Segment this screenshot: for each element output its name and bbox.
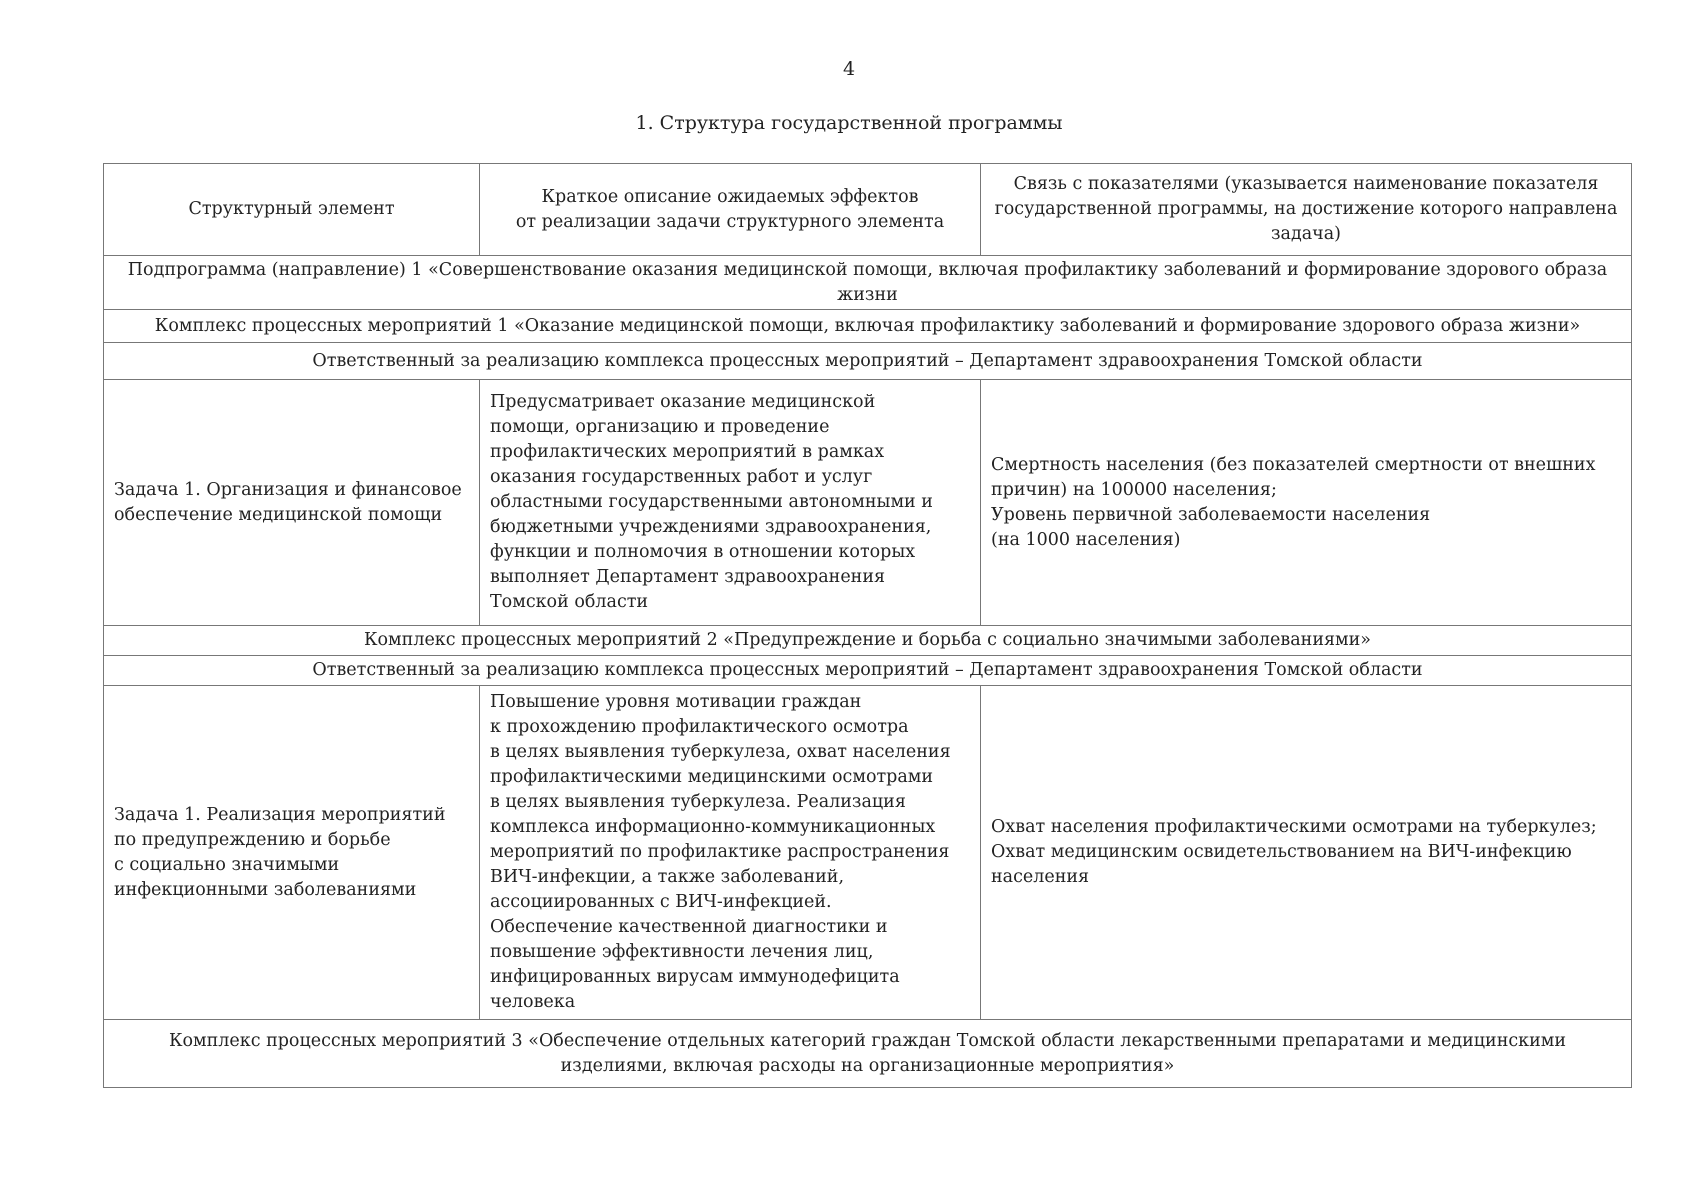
task2-description-line: повышение эффективности лечения лиц,	[490, 942, 874, 962]
program-structure-table	[103, 163, 1632, 1088]
subprogram-cell	[104, 256, 1632, 310]
complex3-line: изделиями, включая расходы на организационные мероприятия»	[560, 1055, 1175, 1076]
subprogram-line: Подпрограмма (направление) 1 «Совершенствование оказания медицинской помощи, включая профилактику заболеваний и формирование здорового образа	[127, 259, 1608, 280]
responsible-row-1	[104, 343, 1632, 380]
task1-indicator-line: Уровень первичной заболеваемости населения	[991, 504, 1431, 525]
header-line: Связь с показателями (указывается наименование показателя	[1013, 174, 1599, 194]
complex-cell-1: Комплекс процессных мероприятий 1 «Оказание медицинской помощи, включая профилактику заболеваний и формирование здорового образа жизни»	[104, 310, 1632, 343]
task1-description-line: Томской области	[490, 592, 649, 612]
task2-element-cell	[104, 686, 480, 1020]
task2-description-line: Повышение уровня мотивации граждан	[490, 692, 862, 712]
page-number: 4	[842, 58, 856, 80]
complex-cell-3	[104, 1020, 1632, 1088]
task2-description-line: в целях выявления туберкулеза, охват населения	[490, 742, 951, 762]
task1-description-line: выполняет Департамент здравоохранения	[490, 567, 886, 587]
task2-description-line: ассоциированных с ВИЧ-инфекцией.	[490, 892, 832, 912]
task1-indicator-line: Смертность населения (без показателей смертности от внешних	[991, 454, 1596, 475]
task1-element-cell	[104, 380, 480, 626]
complex-row-3	[104, 1020, 1632, 1088]
task2-element-line: с социально значимыми	[114, 854, 340, 875]
complex3-line: Комплекс процессных мероприятий 3 «Обеспечение отдельных категорий граждан Томской области лекарственными препаратами и медицинскими	[168, 1030, 1567, 1051]
task1-indicator-line: причин) на 100000 населения;	[991, 479, 1277, 500]
task1-description-cell	[480, 380, 981, 626]
task2-indicator-line: Охват медицинским освидетельствованием на ВИЧ-инфекцию	[991, 842, 1572, 862]
subprogram-row	[104, 256, 1632, 310]
task2-description-line: мероприятий по профилактике распространения	[490, 842, 950, 862]
task1-indicator-line: (на 1000 населения)	[991, 529, 1181, 550]
task1-description-line: профилактических мероприятий в рамках	[490, 442, 885, 462]
task2-description-line: человека	[490, 992, 576, 1012]
header-line: от реализации задачи структурного элемента	[515, 211, 945, 232]
task1-description-line: бюджетными учреждениями здравоохранения,	[490, 517, 932, 537]
task1-description-line: областными государственными автономными и	[490, 492, 933, 512]
task-row-2	[104, 686, 1632, 1020]
header-structural-element	[104, 164, 480, 256]
responsible-row-2	[104, 656, 1632, 686]
header-line: Краткое описание ожидаемых эффектов	[541, 186, 919, 207]
header-line: государственной программы, на достижение которого направлена	[994, 199, 1618, 219]
task1-description-line: оказания государственных работ и услуг	[490, 467, 873, 487]
task2-description-line: к прохождению профилактического осмотра	[490, 717, 909, 737]
task2-element-line: инфекционными заболеваниями	[114, 879, 417, 900]
task2-description-line: комплекса информационно-коммуникационных	[490, 817, 936, 837]
task-row-1	[104, 380, 1632, 626]
task2-description-line: Обеспечение качественной диагностики и	[490, 917, 888, 937]
task2-description-line: инфицированных вирусам иммунодефицита	[490, 967, 900, 987]
task1-description-line: помощи, организацию и проведение	[490, 417, 830, 437]
task2-description-line: ВИЧ-инфекции, а также заболеваний,	[490, 867, 845, 887]
responsible-cell-1: Ответственный за реализацию комплекса процессных мероприятий – Департамент здравоохранения Томской области	[104, 343, 1632, 380]
task2-element-line: Задача 1. Реализация мероприятий	[114, 804, 446, 825]
header-indicators-link	[981, 164, 1632, 256]
header-effects-description	[480, 164, 981, 256]
task2-indicator-line: Охват населения профилактическими осмотрами на туберкулез;	[991, 817, 1597, 837]
task1-element-line: обеспечение медицинской помощи	[114, 504, 443, 525]
subprogram-line: жизни	[837, 284, 898, 305]
header-line: Структурный элемент	[188, 199, 395, 219]
task2-description-line: в целях выявления туберкулеза. Реализация	[490, 792, 906, 812]
task2-indicators-cell	[981, 686, 1632, 1020]
complex-cell-2: Комплекс процессных мероприятий 2 «Предупреждение и борьба с социально значимыми заболеваниями»	[104, 626, 1632, 656]
responsible-cell-2: Ответственный за реализацию комплекса процессных мероприятий – Департамент здравоохранения Томской области	[104, 656, 1632, 686]
task1-description-line: Предусматривает оказание медицинской	[490, 392, 876, 412]
task2-indicator-line: населения	[991, 867, 1090, 887]
header-line: задача)	[1270, 224, 1342, 244]
task1-element-line: Задача 1. Организация и финансовое	[114, 479, 462, 500]
complex-row-1	[104, 310, 1632, 343]
task2-element-line: по предупреждению и борьбе	[114, 829, 391, 850]
header-row	[104, 164, 1632, 256]
page-title: 1. Структура государственной программы	[635, 112, 1063, 134]
task1-description-line: функции и полномочия в отношении которых	[490, 542, 916, 562]
task2-description-line: профилактическими медицинскими осмотрами	[490, 767, 934, 787]
task2-description-cell	[480, 686, 981, 1020]
complex-row-2	[104, 626, 1632, 656]
task1-indicators-cell	[981, 380, 1632, 626]
